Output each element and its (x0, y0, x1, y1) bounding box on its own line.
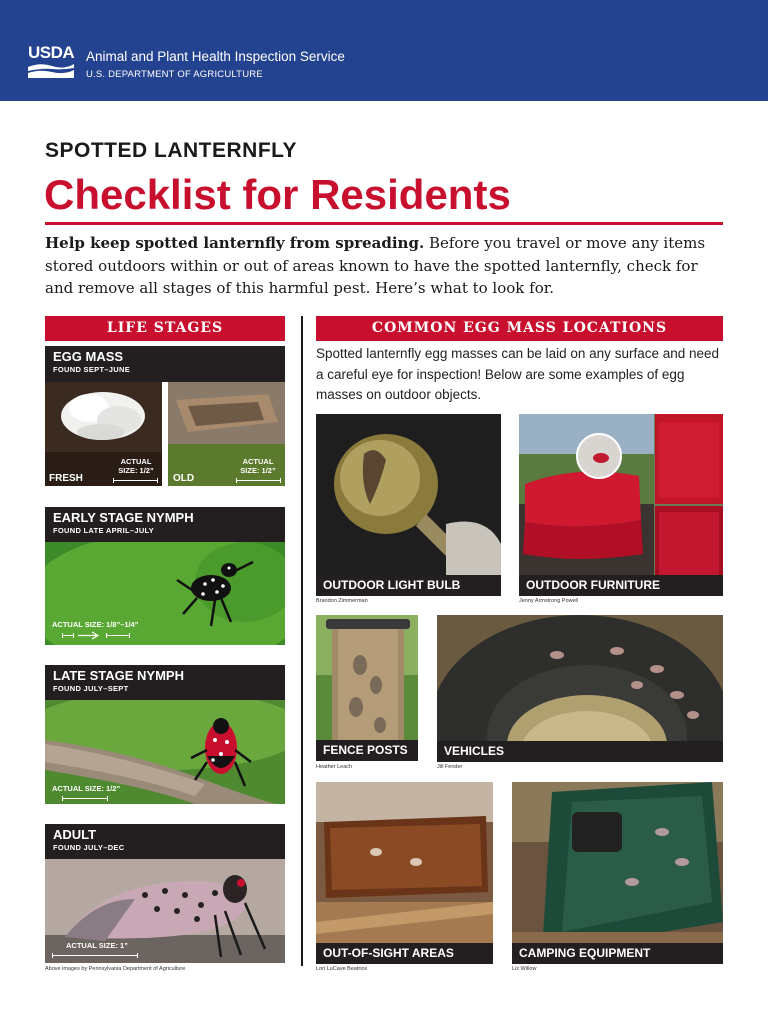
outdoor-furniture-label: OUTDOOR FURNITURE (519, 575, 723, 596)
egg-mass-when: FOUND SEPT–JUNE (53, 365, 131, 374)
agency-header (0, 0, 768, 101)
adult-label (45, 824, 285, 859)
locations-description: Spotted lanternfly egg masses can be laid on any surface and need a careful eye for inspection! Below are some examples of egg masses on outdoor objects. (316, 346, 720, 402)
late-nymph-size-note: ACTUAL SIZE: 1/2” (52, 784, 121, 793)
fresh-label: FRESH (49, 473, 83, 484)
late-nymph-name: LATE STAGE NYMPH (53, 668, 184, 683)
fresh-scale-bar (113, 478, 158, 483)
fence-posts-credit: Heather Leach (316, 764, 353, 770)
outdoor-light-bulb-label: OUTDOOR LIGHT BULB (316, 575, 501, 596)
out-of-sight-areas-label: OUT-OF-SIGHT AREAS (316, 943, 493, 964)
early-nymph-scale-min (62, 633, 74, 638)
intro-body: Before you travel or move any items stored outdoors within or out of areas known to have the spotted lanternfly, check for and remove all stages of this harmful pest. Here’s what to look for. (45, 234, 706, 297)
early-nymph-when: FOUND LATE APRIL–JULY (53, 526, 155, 535)
adult-when: FOUND JULY–DEC (53, 843, 125, 852)
early-nymph-size-note: ACTUAL SIZE: 1/8”–1/4” (52, 620, 139, 629)
usda-wave-icon (28, 62, 74, 78)
title-rule (45, 222, 723, 225)
adult-size-note: ACTUAL SIZE: 1” (66, 941, 128, 950)
early-nymph-name: EARLY STAGE NYMPH (53, 510, 194, 525)
life-stages-footnote: Above images by Pennsylvania Department of Agriculture (45, 966, 186, 972)
adult-name: ADULT (53, 827, 97, 842)
arrow-right-icon (78, 631, 102, 640)
department-name: U.S. DEPARTMENT OF AGRICULTURE (86, 69, 263, 80)
late-nymph-label (45, 665, 285, 700)
agency-name: Animal and Plant Health Inspection Service (86, 49, 345, 64)
late-nymph-when: FOUND JULY–SEPT (53, 684, 129, 693)
early-nymph-photo (45, 542, 285, 645)
out-of-sight-areas-photo (316, 782, 493, 964)
camping-equipment-label: CAMPING EQUIPMENT (512, 943, 723, 964)
intro-lead: Help keep spotted lanternfly from spreading. (45, 234, 425, 252)
fresh-size-note: ACTUAL SIZE: 1/2” (118, 457, 154, 475)
intro-paragraph (45, 232, 725, 300)
adult-scale-bar (52, 953, 138, 958)
out-of-sight-areas-credit: Lori LuCave Beatrice (316, 966, 368, 972)
usda-logo-text: USDA (28, 43, 75, 62)
late-nymph-scale-bar (62, 796, 108, 801)
outdoor-light-bulb-credit: Brandon Zimmerman (316, 598, 368, 604)
old-label: OLD (173, 473, 195, 484)
usda-logo (28, 44, 74, 78)
vehicles-photo (437, 615, 723, 761)
camping-equipment-credit: Liz Willow (512, 966, 537, 972)
old-scale-bar (236, 478, 281, 483)
outdoor-furniture-photo (519, 414, 723, 596)
old-size-note: ACTUAL SIZE: 1/2” (240, 457, 276, 475)
early-nymph-scale-max (106, 633, 130, 638)
life-stages-heading: LIFE STAGES (45, 316, 285, 341)
fence-posts-label: FENCE POSTS (316, 740, 418, 761)
vehicles-credit: Jill Fender (437, 764, 463, 770)
column-divider (301, 316, 303, 966)
light-bulb-photo (316, 414, 501, 596)
outdoor-furniture-credit: Jenny Armstrong Powell (519, 598, 578, 604)
vehicles-label: VEHICLES (437, 741, 723, 762)
document-title: Checklist for Residents (44, 171, 511, 218)
egg-mass-label (45, 346, 285, 382)
document-kicker: SPOTTED LANTERNFLY (45, 139, 298, 162)
camping-equipment-photo (512, 782, 723, 964)
locations-heading: COMMON EGG MASS LOCATIONS (316, 316, 723, 341)
early-nymph-label (45, 507, 285, 542)
egg-mass-name: EGG MASS (53, 349, 124, 364)
